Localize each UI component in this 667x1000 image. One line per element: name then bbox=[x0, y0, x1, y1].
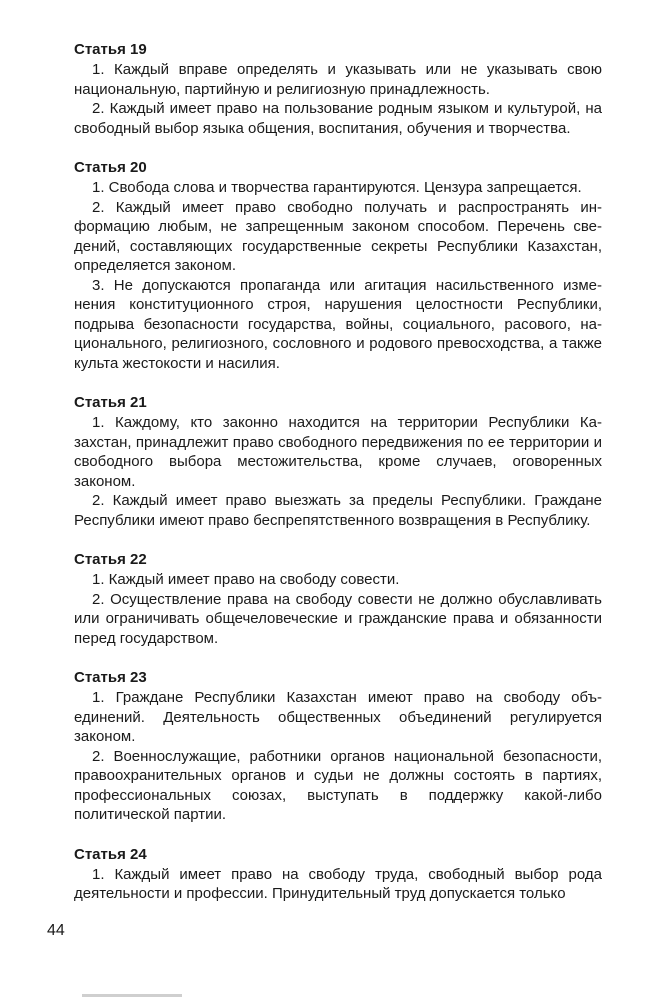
article-20 bbox=[74, 158, 602, 373]
article-paragraph: 1. Свобода слова и творчества гарантируются. Цензура запрещается. bbox=[92, 179, 582, 196]
article-title: Статья 22 bbox=[74, 551, 147, 568]
article-23 bbox=[74, 668, 602, 825]
article-paragraph: 1. Каждый имеет право на свободу труда, свободный выбор рода деятельности и профессии. Принудительный труд допускается только bbox=[74, 865, 602, 902]
article-title: Статья 19 bbox=[74, 41, 147, 58]
article-22 bbox=[74, 550, 602, 648]
article-title: Статья 20 bbox=[74, 159, 147, 176]
article-paragraph: 2. Каждый имеет право выезжать за пределы Республики. Граждане Республики имеют право беспрепятственного возвращения в Республику. bbox=[74, 492, 602, 529]
article-paragraph: 2. Военнослужащие, работники органов национальной безопасности, правоохранительных органов и судьи не должны состоять в партиях, профессиональных союзах, выступать в поддержку какой-либо политической партии. bbox=[74, 747, 602, 823]
article-19 bbox=[74, 40, 602, 138]
article-paragraph: 2. Каждый имеет право свободно получать и распространять информацию любым, не запрещенным законом способом. Перечень сведений, составляющих государственные секреты Республики Казахстан, определяется законом. bbox=[74, 198, 602, 274]
article-paragraph: 2. Каждый имеет право на пользование родным языком и культурой, на свободный выбор языка общения, воспитания, обучения и творчества. bbox=[74, 100, 602, 137]
article-paragraph: 3. Не допускаются пропаганда или агитация насильственного изменения конституционного строя, нарушения целостности Республики, подрыва безопасности государства, войны, социального, расового, национального, религиозного, сословного и родового превосходства, а также культа жестокости и насилия. bbox=[74, 276, 602, 372]
article-21 bbox=[74, 393, 602, 530]
article-title: Статья 21 bbox=[74, 394, 147, 411]
article-24 bbox=[74, 845, 602, 904]
article-paragraph: 2. Осуществление права на свободу совести не должно обуславливать или ограничивать общечеловеческие и гражданские права и обязанности перед государством. bbox=[74, 590, 602, 647]
article-paragraph: 1. Каждому, кто законно находится на территории Республики Казахстан, принадлежит право свободного передвижения по ее территории и свободного выбора местожительства, кроме случаев, оговоренных законом. bbox=[74, 414, 602, 490]
page-number: 44 bbox=[47, 922, 65, 939]
article-paragraph: 1. Граждане Республики Казахстан имеют право на свободу объединений. Деятельность общественных объединений регулируется законом. bbox=[74, 689, 602, 745]
document-page bbox=[74, 40, 602, 924]
scan-edge-mark bbox=[82, 994, 182, 997]
article-title: Статья 24 bbox=[74, 845, 147, 863]
article-paragraph: 1. Каждый вправе определять и указывать или не указывать свою национальную, партийную и религиозную принадлежность. bbox=[74, 61, 602, 98]
article-paragraph: 1. Каждый имеет право на свободу совести. bbox=[92, 571, 400, 588]
article-title: Статья 23 bbox=[74, 669, 147, 686]
